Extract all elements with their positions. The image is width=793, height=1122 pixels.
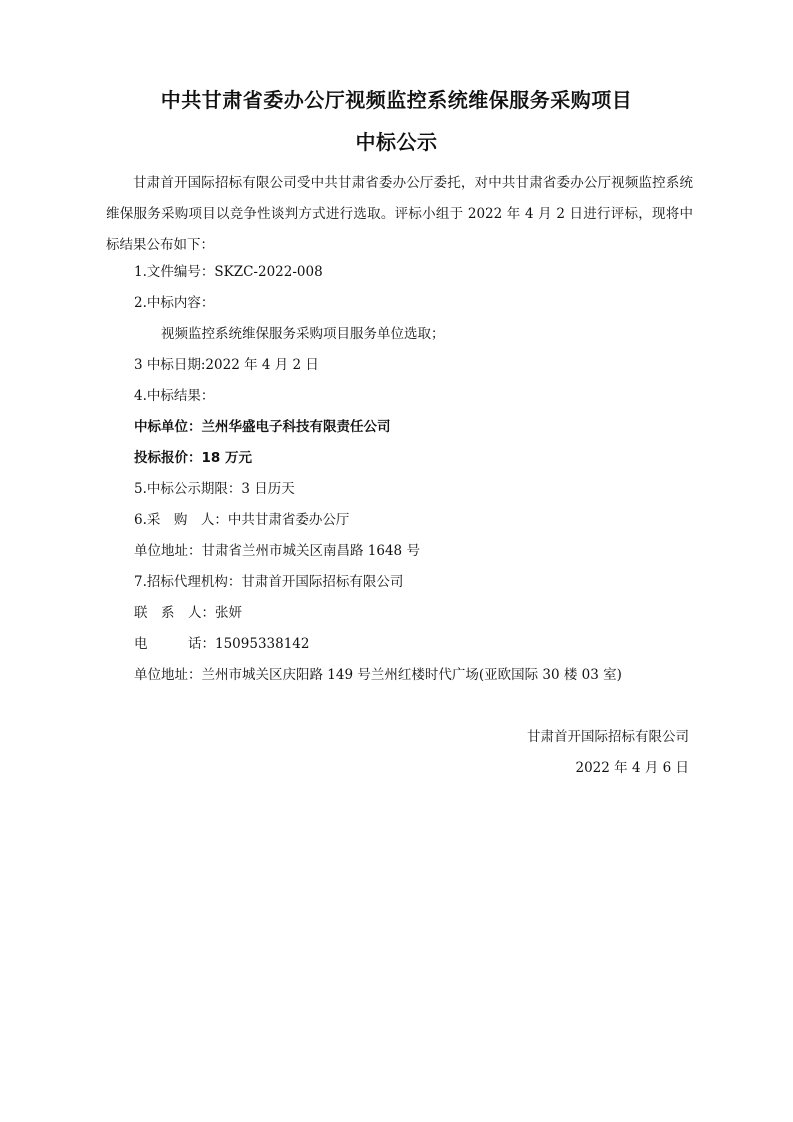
content-value: 视频监控系统维保服务采购项目服务单位选取； — [161, 326, 445, 342]
document-subtitle: 中标公示 — [355, 130, 438, 154]
agency: 7.招标代理机构：甘肃首开国际招标有限公司 — [134, 574, 404, 590]
purchaser: 6.采 购 人：中共甘肃省委办公厅 — [134, 512, 350, 528]
content-label: 2.中标内容： — [134, 295, 215, 311]
contact-person: 联 系 人：张妍 — [134, 605, 242, 621]
result-label: 4.中标结果： — [134, 388, 215, 404]
award-date: 3 中标日期:2022 年 4 月 2 日 — [134, 357, 319, 373]
signature-date: 2022 年 4 月 6 日 — [575, 760, 689, 776]
bid-price: 投标报价：18 万元 — [134, 450, 252, 466]
agency-address: 单位地址：兰州市城关区庆阳路 149 号兰州红楼时代广场(亚欧国际 30 楼 03 室) — [134, 667, 622, 683]
document-title: 中共甘肃省委办公厅视频监控系统维保服务采购项目 — [160, 88, 633, 112]
publicity-period: 5.中标公示期限：3 日历天 — [134, 481, 295, 497]
phone-number: 电 话：15095338142 — [134, 636, 310, 652]
purchaser-address: 单位地址：甘肃省兰州市城关区南昌路 1648 号 — [134, 543, 420, 559]
intro-paragraph: 甘肃首开国际招标有限公司受中共甘肃省委办公厅委托，对中共甘肃省委办公厅视频监控系统维保服务采购项目以竞争性谈判方式进行选取。评标小组于 2022 年 4 月 2 日进行评标，现将中标结果公布如下： — [106, 175, 693, 253]
winning-bidder: 中标单位：兰州华盛电子科技有限责任公司 — [134, 419, 391, 435]
file-number: 1.文件编号：SKZC-2022-008 — [134, 264, 323, 280]
signature-company: 甘肃首开国际招标有限公司 — [527, 729, 689, 745]
